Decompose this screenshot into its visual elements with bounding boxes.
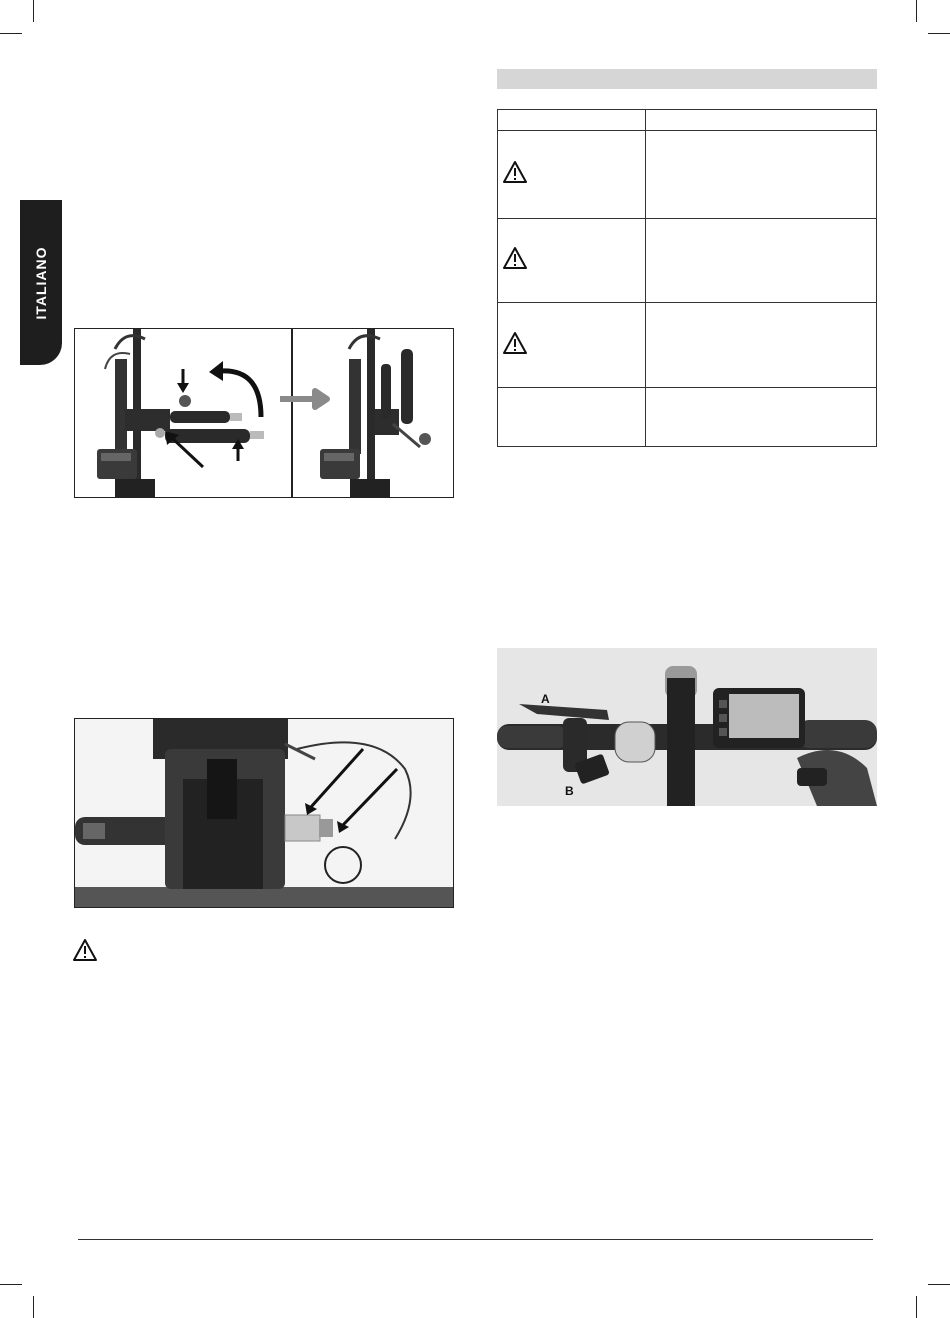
crop-mark [33, 1296, 34, 1318]
table-cell [498, 303, 646, 388]
handlebar-figure [497, 648, 877, 806]
crop-mark [916, 0, 917, 22]
crop-mark [0, 33, 22, 34]
spec-table [497, 109, 877, 447]
table-row [498, 131, 877, 219]
table-cell [646, 131, 877, 219]
language-tab-label: ITALIANO [33, 245, 49, 320]
handlebar-illustration [497, 648, 877, 806]
crop-mark [916, 1296, 917, 1318]
folding-illustration [75, 329, 453, 497]
crop-mark [928, 1284, 950, 1285]
folding-figure [74, 328, 454, 498]
section-header-bar [497, 69, 877, 89]
table-header-cell [646, 110, 877, 131]
table-header-row [498, 110, 877, 131]
warning-icon [72, 938, 98, 962]
table-cell [498, 131, 646, 219]
table-row [498, 219, 877, 303]
language-tab [20, 200, 62, 365]
table-cell [498, 219, 646, 303]
pin-detail-illustration [75, 719, 453, 907]
table-cell [646, 388, 877, 447]
table-row [498, 388, 877, 447]
footer-rule [78, 1239, 873, 1240]
table-cell [498, 388, 646, 447]
crop-mark [928, 33, 950, 34]
label-a: A [541, 692, 550, 706]
transition-arrow [280, 391, 327, 407]
table-row [498, 303, 877, 388]
warning-icon [502, 331, 528, 355]
table-cell [646, 219, 877, 303]
warning-icon [502, 160, 528, 184]
table-header-cell [498, 110, 646, 131]
table-cell [646, 303, 877, 388]
crop-mark [33, 0, 34, 22]
crop-mark [0, 1284, 22, 1285]
pin-detail-figure [74, 718, 454, 908]
label-b: B [565, 784, 574, 798]
warning-icon [502, 246, 528, 270]
